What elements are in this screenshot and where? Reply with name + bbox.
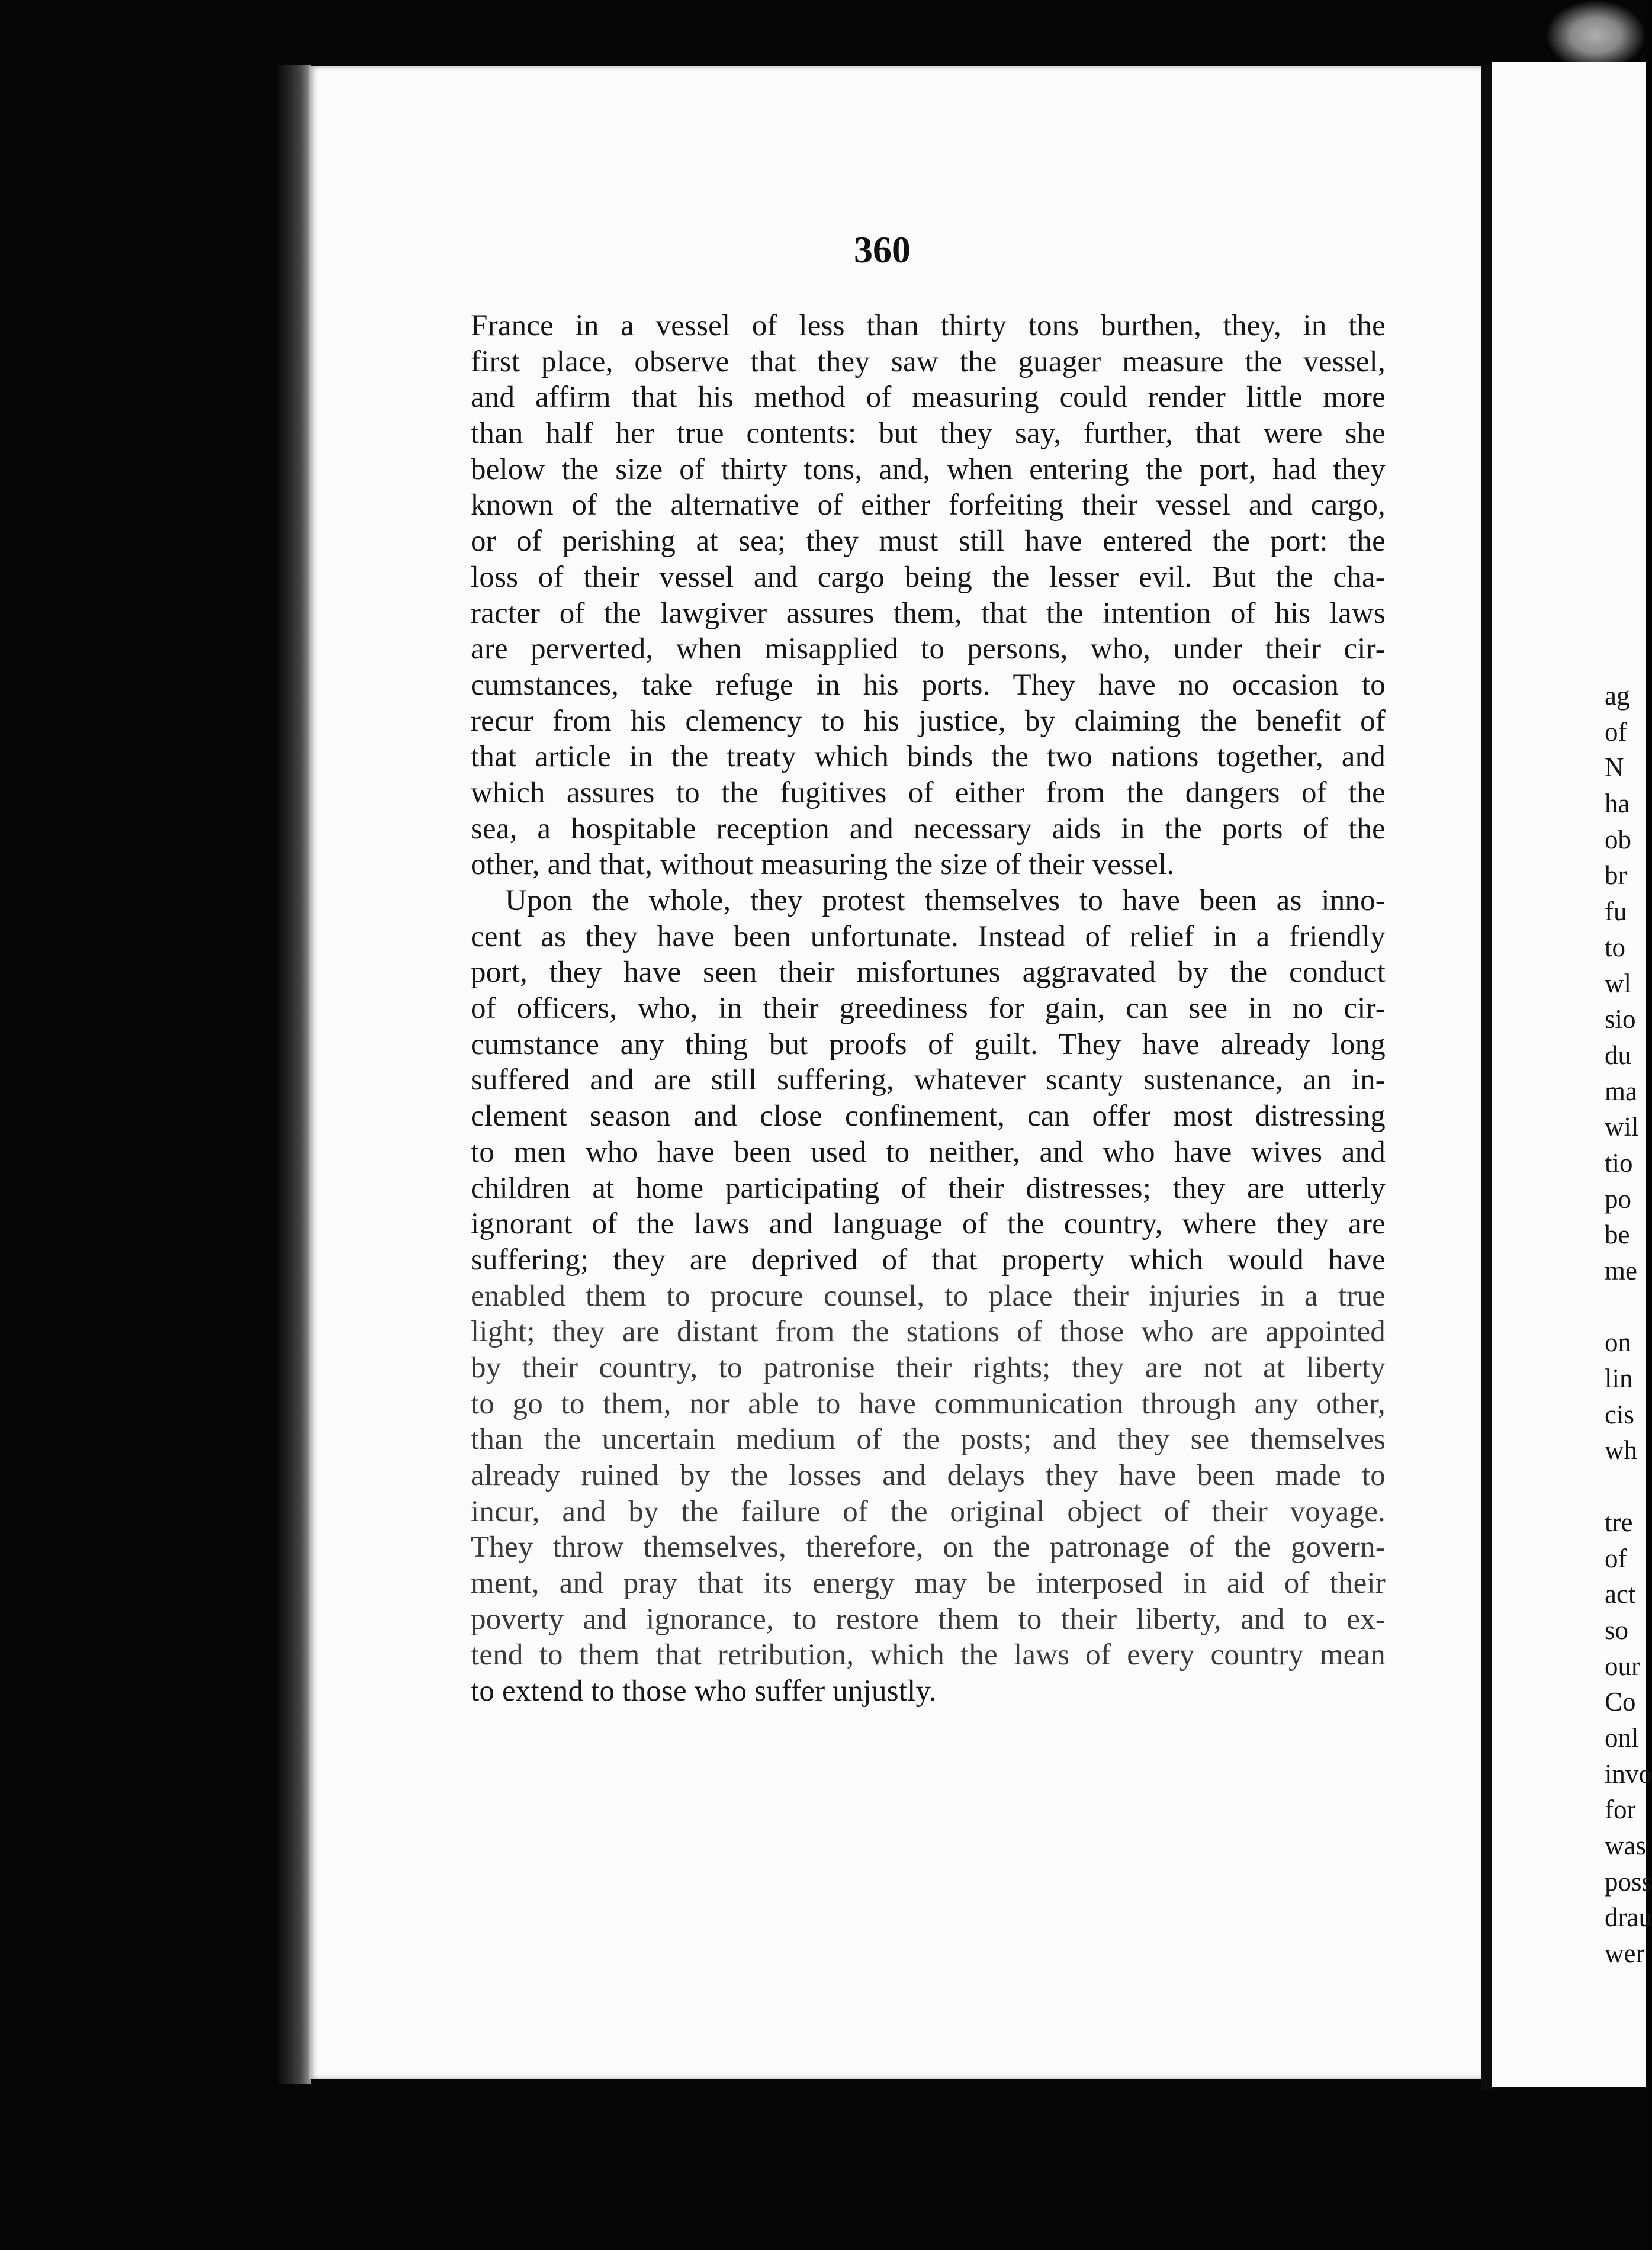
text-line: by their country, to patronise their rights; they are not at liberty	[471, 1351, 1386, 1384]
fragment-line: br	[1605, 860, 1627, 891]
text-line: that article in the treaty which binds the two nations together, and	[471, 740, 1386, 774]
text-line: to go to them, nor able to have communication through any other,	[471, 1387, 1386, 1420]
text-line: are perverted, when misapplied to persons, who, under their cir-	[471, 632, 1386, 666]
fragment-line: ob	[1605, 824, 1631, 854]
text-line: than the uncertain medium of the posts; and they see themselves	[471, 1423, 1386, 1457]
fragment-line: poss	[1605, 1866, 1652, 1897]
fragment-line: me	[1605, 1256, 1637, 1285]
text-line: already ruined by the losses and delays they have been made to	[471, 1459, 1386, 1492]
fragment-line	[1605, 1289, 1652, 1325]
text-line: poverty and ignorance, to restore them to their liberty, and to ex-	[471, 1602, 1386, 1636]
fragment-line: onl	[1605, 1722, 1639, 1753]
text-line: known of the alternative of either forfeiting their vessel and cargo,	[471, 488, 1386, 522]
adjacent-page-text	[1605, 678, 1652, 1972]
text-line: children at home participating of their distresses; they are utterly	[471, 1171, 1386, 1205]
fragment-line: ag	[1605, 681, 1630, 711]
fragment-line: to	[1605, 932, 1626, 962]
text-line: light; they are distant from the stations of those who are appointed	[471, 1315, 1386, 1349]
fragment-line: invo	[1605, 1759, 1652, 1789]
fragment-line: on	[1605, 1328, 1631, 1358]
text-line: racter of the lawgiver assures them, that the intention of his laws	[471, 596, 1386, 630]
text-line: suffered and are still suffering, whatever scanty sustenance, an in-	[471, 1063, 1386, 1097]
fragment-line: cis	[1605, 1399, 1634, 1429]
fragment-line: act	[1605, 1579, 1636, 1609]
text-line: of officers, who, in their greediness for gain, can see in no cir-	[471, 992, 1386, 1026]
text-line: to extend to those who suffer unjustly.	[471, 1674, 937, 1708]
fragment-line: ha	[1605, 789, 1630, 819]
text-line: cumstance any thing but proofs of guilt. They have already long	[471, 1027, 1386, 1061]
text-line: to men who have been used to neither, and who have wives and	[471, 1135, 1386, 1169]
text-line: cent as they have been unfortunate. Instead of relief in a friendly	[471, 920, 1386, 953]
fragment-line: wil	[1605, 1112, 1639, 1142]
text-line: Upon the whole, they protest themselves to have been as inno-	[505, 884, 1386, 917]
fragment-line: fu	[1605, 896, 1627, 927]
text-line: clement season and close confinement, can offer most distressing	[471, 1100, 1386, 1133]
text-line: ment, and pray that its energy may be interposed in aid of their	[471, 1567, 1386, 1600]
fragment-line: be	[1605, 1220, 1630, 1250]
fragment-line: our	[1605, 1651, 1640, 1681]
fragment-line: N	[1605, 753, 1624, 783]
fragment-line: Co	[1605, 1687, 1636, 1717]
fragment-line: for	[1605, 1795, 1636, 1825]
text-line: cumstances, take refuge in his ports. They have no occasion to	[471, 668, 1386, 702]
text-line: enabled them to procure counsel, to place their injuries in a true	[471, 1279, 1386, 1313]
page-number: 360	[854, 229, 911, 271]
fragment-line: wh	[1605, 1435, 1637, 1465]
fragment-line: po	[1605, 1184, 1631, 1214]
fragment-line: tio	[1605, 1148, 1633, 1178]
fragment-line: wer	[1605, 1939, 1645, 1969]
fragment-line: wl	[1605, 968, 1631, 998]
text-line: first place, observe that they saw the guager measure the vessel,	[471, 345, 1386, 378]
page-body-text	[471, 308, 1386, 1709]
text-line: loss of their vessel and cargo being the lesser evil. But the cha-	[471, 560, 1386, 594]
binding-shadow	[278, 65, 311, 2084]
text-line: and affirm that his method of measuring could render little more	[471, 381, 1386, 414]
text-line: or of perishing at sea; they must still have entered the port: the	[471, 525, 1386, 558]
fragment-line: drau	[1605, 1902, 1652, 1933]
fragment-line	[1605, 1468, 1652, 1505]
fragment-line: so	[1605, 1615, 1629, 1645]
fragment-line: of	[1605, 716, 1627, 747]
adjacent-page	[1492, 62, 1652, 2087]
fragment-line: sio	[1605, 1004, 1636, 1034]
text-line: sea, a hospitable reception and necessary aids in the ports of the	[471, 812, 1386, 846]
text-line: recur from his clemency to his justice, by claiming the benefit of	[471, 704, 1386, 738]
text-line: which assures to the fugitives of either from the dangers of the	[471, 776, 1386, 809]
fragment-line: tre	[1605, 1507, 1633, 1537]
page-gutter	[1481, 65, 1492, 2090]
fragment-line: was	[1605, 1831, 1646, 1860]
text-line: suffering; they are deprived of that property which would have	[471, 1243, 1386, 1277]
text-line: tend to them that retribution, which the laws of every country mean	[471, 1638, 1386, 1672]
text-line: port, they have seen their misfortunes aggravated by the conduct	[471, 956, 1386, 989]
text-line: ignorant of the laws and language of the country, where they are	[471, 1207, 1386, 1241]
text-line: incur, and by the failure of the original object of their voyage.	[471, 1494, 1386, 1528]
fragment-line: of	[1605, 1543, 1627, 1573]
fragment-line: du	[1605, 1040, 1631, 1070]
text-line: below the size of thirty tons, and, when entering the port, had they	[471, 452, 1386, 486]
text-line: other, and that, without measuring the size of their vessel.	[471, 848, 1175, 882]
corner-smudge	[1545, 0, 1646, 71]
text-line: than half her true contents: but they say, further, that were she	[471, 417, 1386, 451]
fragment-line: ma	[1605, 1076, 1637, 1106]
text-line: They throw themselves, therefore, on the patronage of the govern-	[471, 1531, 1386, 1564]
fragment-line: lin	[1605, 1364, 1633, 1394]
text-line: France in a vessel of less than thirty tons burthen, they, in the	[471, 309, 1386, 342]
